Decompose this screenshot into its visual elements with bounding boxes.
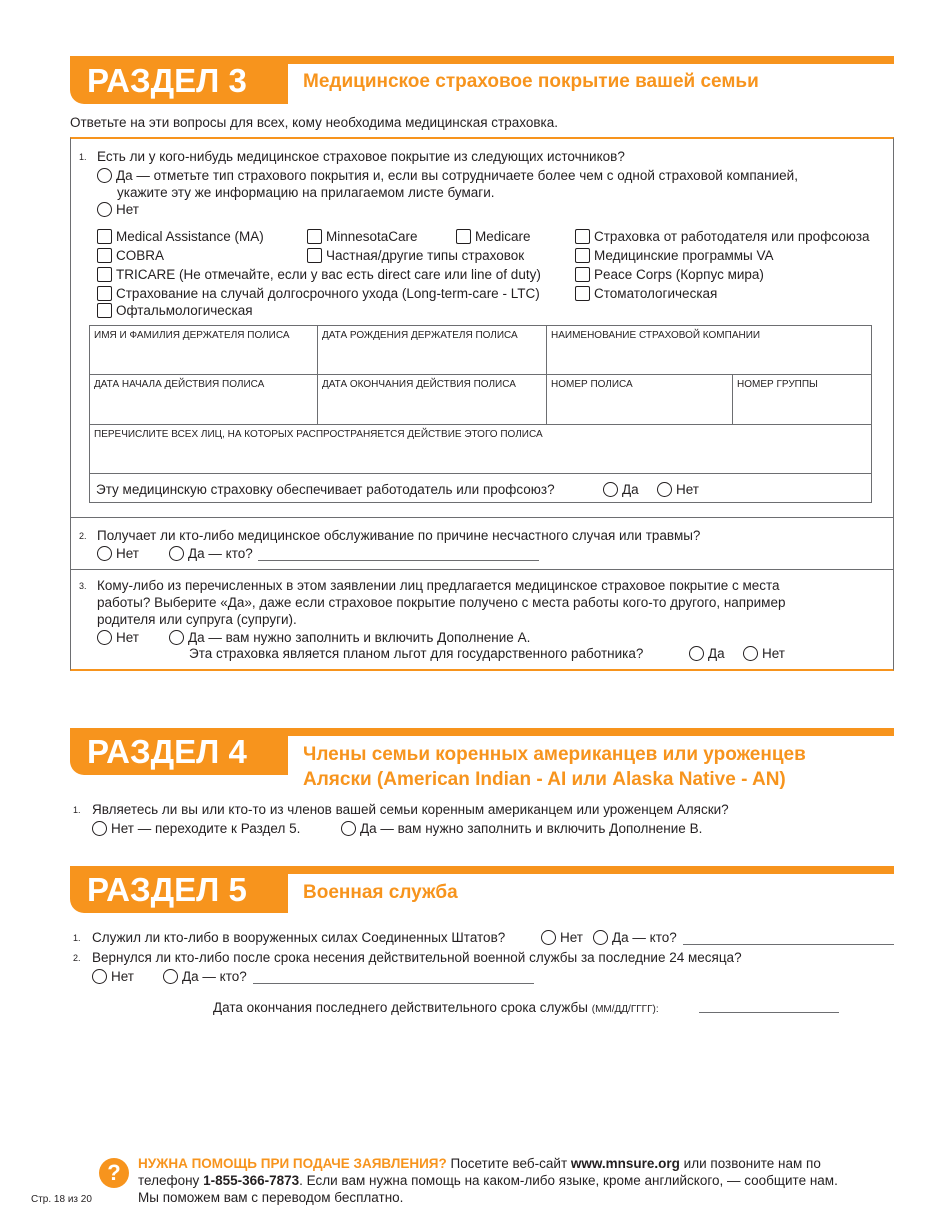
- coverage-option-dental[interactable]: Стоматологическая: [575, 285, 717, 302]
- s5-q1-no-option[interactable]: Нет: [541, 929, 583, 946]
- help-line2: телефону 1-855-366-7873. Если вам нужна помощь на каком-либо языке, кроме английского, — сообщите нам.: [138, 1173, 838, 1188]
- checkbox[interactable]: [97, 229, 112, 244]
- table-divider: [89, 424, 872, 425]
- s4-q1-number: 1.: [73, 805, 81, 815]
- s5-q2-who-input[interactable]: [253, 983, 534, 984]
- q1-no-radio[interactable]: [97, 202, 112, 217]
- section3-label: РАЗДЕЛ 3: [70, 58, 288, 104]
- q2-no-radio[interactable]: [97, 546, 112, 561]
- table-divider: [546, 325, 547, 424]
- table-divider: [317, 325, 318, 424]
- q3-sub-yes-radio[interactable]: [689, 646, 704, 661]
- q3-yes-radio[interactable]: [169, 630, 184, 645]
- s5-q2-yes-option[interactable]: Да — кто?: [163, 968, 247, 985]
- question-divider: [70, 517, 894, 518]
- checkbox[interactable]: [97, 286, 112, 301]
- coverage-option-vision[interactable]: Офтальмологическая: [97, 302, 253, 319]
- s4-q1-yes-option[interactable]: Да — вам нужно заполнить и включить Дополнение В.: [341, 820, 702, 837]
- section5-label: РАЗДЕЛ 5: [70, 867, 288, 913]
- employer-no-option[interactable]: Нет: [657, 481, 699, 498]
- s5-q2-number: 2.: [73, 953, 81, 963]
- coverage-option-va[interactable]: Медицинские программы VA: [575, 247, 774, 264]
- checkbox[interactable]: [575, 286, 590, 301]
- s5-q2-no-radio[interactable]: [92, 969, 107, 984]
- q1-number: 1.: [79, 152, 87, 162]
- coverage-option-cobra[interactable]: COBRA: [97, 247, 164, 264]
- q3-sub-no-option[interactable]: Нет: [743, 645, 785, 662]
- q3-text-line3: родителя или супруга (супруги).: [97, 612, 297, 627]
- s5-q2-no-option[interactable]: Нет: [92, 968, 134, 985]
- q3-sub-yes-option[interactable]: Да: [689, 645, 725, 662]
- start-date-field[interactable]: ДАТА НАЧАЛА ДЕЙСТВИЯ ПОЛИСА: [94, 379, 265, 390]
- q1-yes-cont: укажите эту же информацию на прилагаемом листе бумаги.: [117, 185, 495, 200]
- service-end-date-label: Дата окончания последнего действительного срока службы (ММ/ДД/ГГГГ):: [213, 1000, 659, 1015]
- checkbox[interactable]: [307, 229, 322, 244]
- checkbox[interactable]: [97, 248, 112, 263]
- s5-q2-yes-radio[interactable]: [163, 969, 178, 984]
- employer-yes-radio[interactable]: [603, 482, 618, 497]
- q2-text: Получает ли кто-либо медицинское обслуживание по причине несчастного случая или травмы?: [97, 528, 701, 543]
- q3-yes-option[interactable]: Да — вам нужно заполнить и включить Дополнение А.: [169, 629, 530, 646]
- checkbox[interactable]: [575, 229, 590, 244]
- section3-intro: Ответьте на эти вопросы для всех, кому необходима медицинская страховка.: [70, 115, 558, 130]
- section5-title: Военная служба: [303, 882, 458, 903]
- q2-yes-option[interactable]: Да — кто?: [169, 545, 253, 562]
- coverage-option-ma[interactable]: Medical Assistance (MA): [97, 228, 264, 245]
- s4-q1-yes-radio[interactable]: [341, 821, 356, 836]
- q3-number: 3.: [79, 581, 87, 591]
- q1-no-option[interactable]: Нет: [97, 201, 139, 218]
- page-number: Стр. 18 из 20: [31, 1194, 92, 1205]
- employer-question: Эту медицинскую страховку обеспечивает работодатель или профсоюз?: [96, 482, 555, 497]
- s5-q1-number: 1.: [73, 933, 81, 943]
- q3-sub-no-radio[interactable]: [743, 646, 758, 661]
- coverage-option-tricare[interactable]: TRICARE (Не отмечайте, если у вас есть direct care или line of duty): [97, 266, 541, 283]
- section4-title-line2: Аляски (American Indian - AI или Alaska Native - AN): [303, 769, 786, 790]
- q1-yes-radio[interactable]: [97, 168, 112, 183]
- q2-who-input[interactable]: [258, 560, 539, 561]
- checkbox[interactable]: [456, 229, 471, 244]
- table-divider: [89, 473, 872, 474]
- employer-yes-option[interactable]: Да: [603, 481, 639, 498]
- q2-yes-radio[interactable]: [169, 546, 184, 561]
- q3-no-option[interactable]: Нет: [97, 629, 139, 646]
- holder-dob-field[interactable]: ДАТА РОЖДЕНИЯ ДЕРЖАТЕЛЯ ПОЛИСА: [322, 330, 518, 341]
- q2-number: 2.: [79, 531, 87, 541]
- checkbox[interactable]: [575, 248, 590, 263]
- s4-q1-text: Являетесь ли вы или кто-то из членов вашей семьи коренным американцем или уроженцем Аляски?: [92, 802, 729, 817]
- checkbox[interactable]: [575, 267, 590, 282]
- table-divider: [732, 374, 733, 424]
- q1-text: Есть ли у кого-нибудь медицинское страховое покрытие из следующих источников?: [97, 149, 625, 164]
- end-date-field[interactable]: ДАТА ОКОНЧАНИЯ ДЕЙСТВИЯ ПОЛИСА: [322, 379, 516, 390]
- checkbox[interactable]: [307, 248, 322, 263]
- s5-q1-yes-radio[interactable]: [593, 930, 608, 945]
- q3-text-line2: работы? Выберите «Да», даже если страховое покрытие получено с места работы кого-то другого, например: [97, 595, 786, 610]
- service-end-date-input[interactable]: [699, 1012, 839, 1013]
- covered-persons-field[interactable]: ПЕРЕЧИСЛИТЕ ВСЕХ ЛИЦ, НА КОТОРЫХ РАСПРОСТРАНЯЕТСЯ ДЕЙСТВИЕ ЭТОГО ПОЛИСА: [94, 429, 543, 440]
- coverage-option-medicare[interactable]: Medicare: [456, 228, 531, 245]
- q1-yes-option[interactable]: Да — отметьте тип страхового покрытия и, если вы сотрудничаете более чем с одной страховой компанией,: [97, 167, 798, 184]
- q3-sub-question: Эта страховка является планом льгот для государственного работника?: [189, 646, 644, 661]
- q2-no-option[interactable]: Нет: [97, 545, 139, 562]
- table-divider: [89, 374, 872, 375]
- checkbox[interactable]: [97, 303, 112, 318]
- phone-number[interactable]: 1-855-366-7873: [203, 1173, 300, 1188]
- coverage-option-peace-corps[interactable]: Peace Corps (Корпус мира): [575, 266, 764, 283]
- coverage-option-minnesotacare[interactable]: MinnesotaCare: [307, 228, 418, 245]
- help-line3: Мы поможем вам с переводом бесплатно.: [138, 1190, 404, 1205]
- help-line1: НУЖНА ПОМОЩЬ ПРИ ПОДАЧЕ ЗАЯВЛЕНИЯ? Посетите веб-сайт www.mnsure.org или позвоните нам по: [138, 1156, 821, 1171]
- s5-q1-no-radio[interactable]: [541, 930, 556, 945]
- section3-title: Медицинское страховое покрытие вашей семьи: [303, 71, 759, 92]
- checkbox[interactable]: [97, 267, 112, 282]
- section4-label: РАЗДЕЛ 4: [70, 729, 288, 775]
- website-link[interactable]: www.mnsure.org: [570, 1156, 680, 1171]
- policy-number-field[interactable]: НОМЕР ПОЛИСА: [551, 379, 633, 390]
- s5-q1-who-input[interactable]: [683, 944, 894, 945]
- help-icon: ?: [99, 1158, 129, 1188]
- coverage-option-ltc[interactable]: Страхование на случай долгосрочного ухода (Long-term-care - LTC): [97, 285, 540, 302]
- s5-q1-yes-option[interactable]: Да — кто?: [593, 929, 677, 946]
- holder-name-field[interactable]: ИМЯ И ФАМИЛИЯ ДЕРЖАТЕЛЯ ПОЛИСА: [94, 330, 290, 341]
- employer-no-radio[interactable]: [657, 482, 672, 497]
- s5-q1-text: Служил ли кто-либо в вооруженных силах Соединенных Штатов?: [92, 930, 506, 945]
- company-field[interactable]: НАИМЕНОВАНИЕ СТРАХОВОЙ КОМПАНИИ: [551, 330, 761, 341]
- s5-q2-text: Вернулся ли кто-либо после срока несения действительной военной службы за последние 24 месяца?: [92, 950, 742, 965]
- s4-q1-no-radio[interactable]: [92, 821, 107, 836]
- coverage-option-employer[interactable]: Страховка от работодателя или профсоюза: [575, 228, 870, 245]
- q3-no-radio[interactable]: [97, 630, 112, 645]
- s4-q1-no-option[interactable]: Нет — переходите к Раздел 5.: [92, 820, 300, 837]
- q3-text-line1: Кому-либо из перечисленных в этом заявлении лиц предлагается медицинское страховое покрытие с места: [97, 578, 780, 593]
- group-number-field[interactable]: НОМЕР ГРУППЫ: [737, 379, 818, 390]
- policy-table: [89, 325, 872, 503]
- coverage-option-private[interactable]: Частная/другие типы страховок: [307, 247, 524, 264]
- section4-title-line1: Члены семьи коренных американцев или уроженцев: [303, 744, 806, 765]
- question-divider: [70, 569, 894, 570]
